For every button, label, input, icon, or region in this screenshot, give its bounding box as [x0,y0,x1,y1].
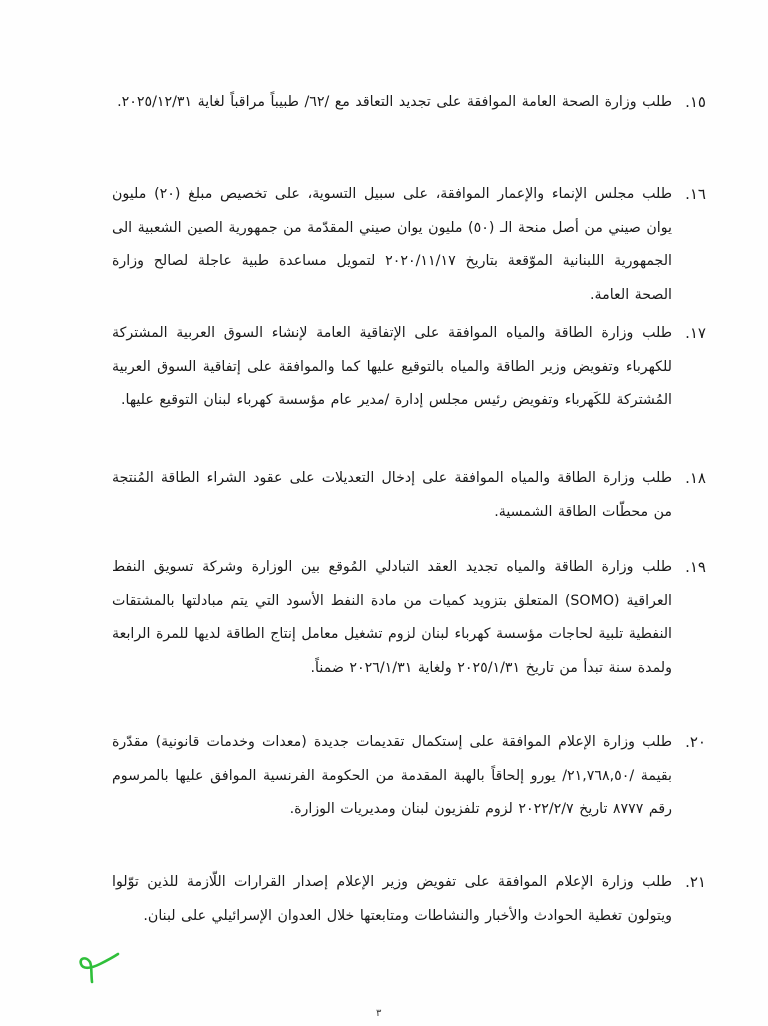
agenda-item-16 [112,178,706,312]
agenda-item-17 [112,317,706,418]
item-number: ١٦. [685,185,706,203]
item-text: طلب وزارة الإعلام الموافقة على تفويض وزير الإعلام إصدار القرارات اللّازمة للذين توّلوا ويتولون تغطية الحوادث والأخبار والنشاطات ومتابعتها خلال العدوان الإسرائيلي على لبنان. [112,874,672,924]
agenda-item-20 [112,726,706,827]
agenda-item-21 [112,866,706,933]
item-text: طلب وزارة الصحة العامة الموافقة على تجديد التعاقد مع /٦٢/ طبيباً مراقباً لغاية ٢٠٢٥/١٢/٣١. [117,94,672,110]
agenda-item-18 [112,462,706,529]
item-text: طلب وزارة الطاقة والمياه الموافقة على الإتفاقية العامة لإنشاء السوق العربية المشتركة للكهرباء وتفويض وزير الطاقة والمياه بالتوقيع عليها كما والموافقة على إتفاقية السوق العربية المُشتركة للكَهرباء وتفويض رئيس مجلس إدارة /مدير عام مؤسسة كهرباء لبنان التوقيع عليها. [112,325,672,408]
item-text: طلب وزارة الطاقة والمياه الموافقة على إدخال التعديلات على عقود الشراء الطاقة المُنتجة من محطّات الطاقة الشمسية. [112,470,672,520]
handwritten-signature [78,950,128,986]
item-number: ١٥. [685,93,706,111]
page-number: ٣ [376,1008,382,1019]
item-text: طلب وزارة الإعلام الموافقة على إستكمال تقديمات جديدة (معدات وخدمات قانونية) مقدّرة بقيمة /٢١,٧٦٨,٥٠/ يورو إلحاقاً بالهبة المقدمة من الحكومة الفرنسية الموافق عليها بالمرسوم رقم ٨٧٧٧ تاريخ ٢٠٢٢/٢/٧ لزوم تلفزيون لبنان ومديريات الوزارة. [112,734,672,817]
item-number: ٢١. [685,873,706,891]
item-number: ١٩. [685,558,706,576]
item-number: ١٨. [685,469,706,487]
item-number: ١٧. [685,324,706,342]
item-number: ٢٠. [685,733,706,751]
item-text: طلب وزارة الطاقة والمياه تجديد العقد التبادلي المُوقع بين الوزارة وشركة تسويق النفط العراقية (SOMO) المتعلق بتزويد كميات من مادة النفط الأسود التي يتم مبادلتها بالمشتقات النفطية تلبية لحاجات مؤسسة كهرباء لبنان لزوم تشغيل معامل إنتاج الطاقة لديها للمرة الرابعة ولمدة سنة تبدأ من تاريخ ٢٠٢٥/١/٣١ ولغاية ٢٠٢٦/١/٣١ ضمناً. [112,559,672,676]
agenda-item-15 [112,86,706,120]
item-text: طلب مجلس الإنماء والإعمار الموافقة، على سبيل التسوية، على تخصيص مبلغ (٢٠) مليون يوان صيني من أصل منحة الـ (٥٠) مليون يوان صيني المقدّمة من جمهورية الصين الشعبية الى الجمهورية اللبنانية الموّقعة بتاريخ ٢٠٢٠/١١/١٧ لتمويل مساعدة طبية عاجلة لصالح وزارة الصحة العامة. [112,186,673,303]
agenda-item-19 [112,551,706,685]
